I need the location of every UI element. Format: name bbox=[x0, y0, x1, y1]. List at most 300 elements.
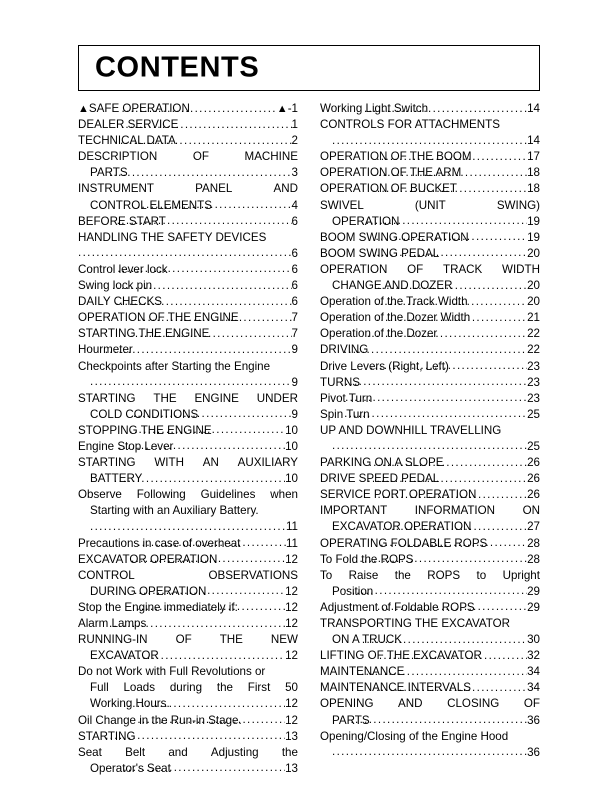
toc-entry-text bbox=[90, 407, 199, 423]
toc-entry-text bbox=[320, 262, 540, 278]
leader-dots bbox=[332, 133, 527, 149]
toc-entry-word: IMPORTANT bbox=[320, 504, 388, 518]
toc-entry-word: UP AND DOWNHILL TRAVELLING bbox=[320, 423, 502, 437]
toc-entry-text bbox=[320, 664, 405, 680]
toc-entry[interactable] bbox=[320, 680, 540, 696]
toc-entry-line bbox=[78, 745, 298, 761]
toc-entry-word: Adjusting bbox=[210, 745, 259, 759]
toc-page-number[interactable]: 10 bbox=[285, 439, 298, 453]
toc-entry[interactable] bbox=[78, 729, 298, 745]
toc-entry-line bbox=[78, 117, 298, 133]
toc-entry-text bbox=[78, 326, 210, 342]
toc-entry-word: OF bbox=[407, 262, 424, 276]
toc-page-number[interactable]: 1 bbox=[291, 118, 298, 132]
toc-entry-word: Working Hours. bbox=[90, 697, 170, 711]
toc-entry-line bbox=[78, 761, 298, 777]
toc-page-number[interactable]: 17 bbox=[527, 150, 540, 164]
toc-page-number[interactable]: 9 bbox=[291, 343, 298, 357]
toc-entry[interactable] bbox=[320, 359, 540, 375]
toc-entry-word: Loads bbox=[123, 681, 156, 695]
toc-entry-word: (UNIT bbox=[414, 198, 446, 212]
toc-entry-word: COLD CONDITIONS bbox=[90, 407, 199, 421]
toc-entry[interactable] bbox=[78, 536, 298, 552]
toc-entry[interactable] bbox=[320, 729, 540, 761]
toc-entry-word: Operator's Seat bbox=[90, 761, 171, 775]
toc-page-number[interactable]: 25 bbox=[527, 439, 540, 453]
toc-page-number[interactable]: 26 bbox=[527, 472, 540, 486]
toc-page-number[interactable]: 34 bbox=[527, 665, 540, 679]
toc-entry[interactable] bbox=[78, 391, 298, 423]
toc-entry-line bbox=[320, 648, 540, 664]
leader-dots bbox=[364, 246, 527, 262]
toc-entry[interactable] bbox=[320, 149, 540, 165]
toc-entry-text bbox=[332, 584, 374, 600]
toc-entry-text bbox=[78, 713, 242, 729]
toc-entry-text bbox=[320, 294, 468, 310]
toc-entry-line bbox=[78, 342, 298, 358]
toc-entry-line bbox=[78, 680, 298, 696]
toc-entry-text bbox=[320, 149, 472, 165]
toc-page-number[interactable]: 32 bbox=[527, 649, 540, 663]
toc-entry-line bbox=[78, 246, 298, 262]
toc-entry-word: PARTS bbox=[332, 713, 370, 727]
toc-page-number[interactable]: 34 bbox=[527, 681, 540, 695]
toc-entry-text bbox=[320, 487, 477, 503]
toc-entry[interactable] bbox=[78, 149, 298, 181]
toc-entry[interactable] bbox=[78, 262, 298, 278]
leader-dots bbox=[115, 439, 285, 455]
leader-dots bbox=[366, 455, 528, 471]
toc-page-number[interactable]: 22 bbox=[527, 343, 540, 357]
toc-page-number[interactable]: 7 bbox=[291, 311, 298, 325]
toc-page-number[interactable]: 4 bbox=[291, 198, 298, 212]
leader-dots bbox=[118, 101, 276, 117]
toc-page-number[interactable]: 13 bbox=[285, 761, 298, 775]
toc-entry-line bbox=[78, 584, 298, 600]
toc-entry-text bbox=[78, 729, 136, 745]
toc-entry-word: Do not Work with Full Revolutions or bbox=[78, 665, 266, 679]
toc-entry[interactable] bbox=[78, 568, 298, 600]
toc-entry-line bbox=[78, 391, 298, 407]
leader-dots bbox=[134, 536, 286, 552]
toc-entry[interactable] bbox=[320, 230, 540, 246]
toc-page-number[interactable]: 29 bbox=[527, 600, 540, 614]
toc-entry-text bbox=[90, 696, 170, 712]
toc-entry[interactable] bbox=[320, 262, 540, 294]
toc-entry[interactable] bbox=[78, 439, 298, 455]
toc-page-number[interactable]: 18 bbox=[527, 182, 540, 196]
toc-entry-word: Pivot Turn bbox=[320, 391, 373, 405]
toc-entry[interactable] bbox=[320, 375, 540, 391]
toc-entry-word: Hourmeter bbox=[78, 343, 133, 357]
toc-page-number[interactable]: 19 bbox=[527, 230, 540, 244]
toc-entry-text bbox=[78, 745, 298, 761]
toc-entry-word: OPERATION OF BUCKET bbox=[320, 182, 457, 196]
toc-entry[interactable] bbox=[320, 165, 540, 181]
leader-dots bbox=[112, 294, 291, 310]
toc-entry-text bbox=[78, 101, 190, 117]
toc-entry-text bbox=[78, 181, 298, 197]
toc-entry-line bbox=[320, 133, 540, 149]
leader-dots bbox=[332, 439, 527, 455]
toc-page-number[interactable]: 12 bbox=[285, 713, 298, 727]
toc-entry-text bbox=[332, 632, 403, 648]
toc-entry-word: OPERATING FOLDABLE ROPS bbox=[320, 536, 488, 550]
toc-entry-line bbox=[78, 230, 298, 246]
toc-entry[interactable] bbox=[78, 616, 298, 632]
toc-entry[interactable] bbox=[320, 117, 540, 149]
toc-entry-word: Starting with an Auxiliary Battery. bbox=[90, 504, 259, 518]
toc-entry-line bbox=[320, 713, 540, 729]
toc-entry-word: CHANGE AND DOZER bbox=[332, 279, 453, 293]
toc-entry-text bbox=[78, 359, 270, 375]
toc-entry[interactable] bbox=[78, 214, 298, 230]
toc-entry-word: to bbox=[476, 568, 487, 582]
toc-entry-text bbox=[78, 342, 133, 358]
toc-entry-text bbox=[78, 487, 298, 503]
toc-entry[interactable] bbox=[320, 407, 540, 423]
toc-entry[interactable] bbox=[78, 230, 298, 262]
toc-page-number[interactable]: 21 bbox=[527, 311, 540, 325]
toc-page-number[interactable]: 12 bbox=[285, 584, 298, 598]
toc-entry[interactable] bbox=[320, 342, 540, 358]
toc-page-number[interactable]: 20 bbox=[527, 246, 540, 260]
toc-entry[interactable] bbox=[320, 101, 540, 117]
toc-entry-word: RUNNING-IN bbox=[78, 633, 148, 647]
toc-page-number[interactable]: 14 bbox=[527, 134, 540, 148]
toc-page-number[interactable]: 29 bbox=[527, 584, 540, 598]
toc-entry-word: BOOM SWING PEDAL bbox=[320, 246, 440, 260]
toc-entry-word: WIDTH bbox=[502, 262, 540, 276]
toc-page-number[interactable]: 26 bbox=[527, 488, 540, 502]
toc-entry-word: during bbox=[169, 681, 203, 695]
toc-entry-word: ROPS bbox=[427, 568, 461, 582]
toc-entry-line bbox=[320, 407, 540, 423]
toc-page-number[interactable]: 28 bbox=[527, 536, 540, 550]
toc-entry[interactable] bbox=[320, 648, 540, 664]
leader-dots bbox=[133, 600, 285, 616]
toc-page-number[interactable]: ▲-1 bbox=[276, 102, 298, 115]
toc-entry-word: Spin Turn bbox=[320, 407, 370, 421]
toc-entry-word: ON bbox=[522, 504, 540, 518]
toc-entry-word: Swing lock pin bbox=[78, 279, 153, 293]
toc-entry[interactable] bbox=[320, 471, 540, 487]
toc-page-number[interactable]: 25 bbox=[527, 407, 540, 421]
toc-entry[interactable] bbox=[320, 310, 540, 326]
leader-dots bbox=[131, 584, 285, 600]
toc-entry-word: Observe bbox=[78, 488, 122, 502]
toc-page-number[interactable]: 18 bbox=[527, 166, 540, 180]
toc-page-number[interactable]: 12 bbox=[285, 697, 298, 711]
toc-entry-text bbox=[78, 117, 179, 133]
toc-page-number[interactable]: 28 bbox=[527, 552, 540, 566]
toc-entry-word: HANDLING THE SAFETY DEVICES bbox=[78, 230, 267, 244]
toc-page-number[interactable]: 36 bbox=[527, 713, 540, 727]
toc-page-number[interactable]: 20 bbox=[527, 295, 540, 309]
toc-page-number[interactable]: 22 bbox=[527, 327, 540, 341]
toc-entry-line bbox=[320, 536, 540, 552]
toc-entry-line bbox=[320, 326, 540, 342]
leader-dots bbox=[361, 101, 527, 117]
toc-entry-text bbox=[332, 713, 370, 729]
toc-entry[interactable] bbox=[320, 423, 540, 455]
toc-entry-line bbox=[320, 600, 540, 616]
toc-page-number[interactable]: 14 bbox=[527, 102, 540, 115]
toc-entry-text bbox=[90, 761, 171, 777]
toc-entry[interactable] bbox=[320, 198, 540, 230]
toc-entry-word: DURING OPERATION bbox=[90, 584, 207, 598]
toc-entry-text bbox=[320, 230, 469, 246]
toc-entry-text bbox=[320, 117, 500, 133]
toc-page-number[interactable]: 27 bbox=[527, 520, 540, 534]
toc-entry-line bbox=[78, 552, 298, 568]
toc-entry-line bbox=[320, 214, 540, 230]
toc-entry-word: the bbox=[394, 568, 411, 582]
toc-page-number[interactable]: 30 bbox=[527, 633, 540, 647]
toc-entry[interactable] bbox=[78, 294, 298, 310]
toc-page-number[interactable]: 9 bbox=[291, 407, 298, 421]
toc-page-number[interactable]: 12 bbox=[285, 600, 298, 614]
toc-entry-text bbox=[78, 149, 298, 165]
toc-entry[interactable] bbox=[320, 600, 540, 616]
leader-dots bbox=[102, 342, 292, 358]
toc-entry-text bbox=[78, 423, 212, 439]
toc-entry[interactable] bbox=[78, 181, 298, 213]
toc-entry-text bbox=[78, 536, 241, 552]
leader-dots bbox=[106, 616, 285, 632]
toc-entry[interactable] bbox=[320, 181, 540, 197]
toc-entry-line bbox=[320, 149, 540, 165]
toc-entry-word: Operation of the Dozer Width bbox=[320, 311, 471, 325]
toc-entry-word: Control lever lock bbox=[78, 262, 168, 276]
toc-column-left bbox=[78, 101, 298, 777]
toc-entry-word: WITH bbox=[154, 456, 184, 470]
toc-entry-text bbox=[320, 198, 540, 214]
toc-entry-word: SWING) bbox=[496, 198, 540, 212]
toc-entry-text bbox=[320, 375, 360, 391]
toc-page-number[interactable]: 6 bbox=[291, 262, 298, 276]
leader-dots bbox=[373, 149, 527, 165]
toc-entry-line bbox=[78, 616, 298, 632]
toc-entry-word: STARTING THE ENGINE bbox=[78, 327, 210, 341]
toc-entry-word: To Fold the ROPS bbox=[320, 552, 414, 566]
toc-entry-text bbox=[90, 648, 159, 664]
leader-dots bbox=[359, 632, 527, 648]
toc-page-number[interactable]: 19 bbox=[527, 214, 540, 228]
toc-entry-text bbox=[78, 616, 147, 632]
toc-entry[interactable] bbox=[320, 664, 540, 680]
toc-entry-text bbox=[78, 262, 168, 278]
toc-entry[interactable] bbox=[78, 117, 298, 133]
toc-entry-text bbox=[320, 648, 482, 664]
toc-entry-line bbox=[78, 198, 298, 214]
leader-dots bbox=[90, 375, 292, 391]
toc-entry-word: OF bbox=[175, 633, 192, 647]
toc-entry[interactable] bbox=[78, 342, 298, 358]
toc-page-number[interactable]: 11 bbox=[285, 536, 298, 550]
toc-page-number[interactable]: 23 bbox=[527, 359, 540, 373]
leader-dots bbox=[120, 761, 285, 777]
toc-entry-line bbox=[320, 246, 540, 262]
toc-entry-word: THE bbox=[219, 633, 243, 647]
toc-entry-line bbox=[78, 326, 298, 342]
toc-entry-text bbox=[90, 471, 143, 487]
toc-page-number[interactable]: 6 bbox=[291, 214, 298, 228]
toc-entry-text bbox=[332, 214, 400, 230]
toc-entry-line bbox=[320, 294, 540, 310]
toc-entry-line bbox=[320, 198, 540, 214]
toc-entry-word: Opening/Closing of the Engine Hood bbox=[320, 729, 509, 743]
toc-page-number[interactable]: 6 bbox=[291, 246, 298, 260]
toc-entry-text bbox=[332, 278, 453, 294]
leader-dots bbox=[364, 471, 527, 487]
toc-page-number[interactable]: 12 bbox=[285, 649, 298, 663]
leader-dots bbox=[374, 278, 527, 294]
toc-entry[interactable] bbox=[78, 310, 298, 326]
leader-dots bbox=[358, 214, 527, 230]
toc-entry[interactable] bbox=[320, 391, 540, 407]
toc-page-number[interactable]: 36 bbox=[527, 745, 540, 759]
toc-entry-text bbox=[78, 391, 298, 407]
toc-entry-word: Operation of the Dozer bbox=[320, 327, 438, 341]
toc-entry[interactable] bbox=[78, 632, 298, 664]
toc-entry[interactable] bbox=[320, 487, 540, 503]
leader-dots bbox=[128, 552, 285, 568]
toc-entry-word: DRIVING bbox=[320, 343, 369, 357]
toc-entry-word: STARTING bbox=[78, 729, 136, 743]
toc-entry-word: DAILY CHECKS bbox=[78, 295, 162, 309]
toc-entry-text bbox=[78, 600, 238, 616]
toc-entry-text bbox=[320, 471, 440, 487]
leader-dots bbox=[342, 391, 527, 407]
toc-entry-word: Belt bbox=[125, 745, 146, 759]
leader-dots bbox=[371, 165, 528, 181]
toc-entry-word: TRANSPORTING THE EXCAVATOR bbox=[320, 617, 511, 630]
toc-page-number[interactable]: 23 bbox=[527, 391, 540, 405]
toc-entry-word: TRACK bbox=[442, 262, 483, 276]
toc-entry-line bbox=[320, 616, 540, 632]
toc-entry[interactable] bbox=[320, 568, 540, 600]
toc-entry[interactable] bbox=[320, 246, 540, 262]
toc-entry-line bbox=[78, 713, 298, 729]
toc-entry-word: Working Light Switch bbox=[320, 102, 429, 115]
leader-dots bbox=[126, 423, 285, 439]
toc-entry-text bbox=[78, 278, 153, 294]
toc-page-number[interactable]: 7 bbox=[291, 327, 298, 341]
toc-entry-text bbox=[78, 214, 166, 230]
toc-entry[interactable] bbox=[78, 326, 298, 342]
toc-entry[interactable] bbox=[320, 552, 540, 568]
toc-entry[interactable] bbox=[320, 616, 540, 648]
toc-entry-text bbox=[78, 133, 176, 149]
leader-dots bbox=[376, 648, 527, 664]
toc-entry-line bbox=[320, 471, 540, 487]
leader-dots bbox=[130, 407, 292, 423]
toc-entry-word: OBSERVATIONS bbox=[208, 568, 298, 582]
toc-entry[interactable] bbox=[78, 359, 298, 391]
leader-dots bbox=[354, 664, 528, 680]
toc-entry-word: Engine Stop Lever bbox=[78, 439, 174, 453]
toc-entry-text bbox=[320, 680, 471, 696]
toc-entry-word: Alarm Lamps bbox=[78, 617, 147, 630]
toc-entry[interactable] bbox=[78, 745, 298, 777]
toc-page-number[interactable]: 6 bbox=[291, 295, 298, 309]
toc-page-number[interactable]: 20 bbox=[527, 279, 540, 293]
toc-entry-line bbox=[78, 359, 298, 375]
toc-page-number[interactable]: 26 bbox=[527, 456, 540, 470]
toc-page-number[interactable]: 12 bbox=[285, 617, 298, 630]
toc-entry-word: ▲SAFE OPERATION bbox=[78, 102, 190, 115]
toc-entry[interactable] bbox=[78, 133, 298, 149]
toc-entry[interactable] bbox=[78, 455, 298, 487]
toc-entry-text bbox=[78, 294, 162, 310]
toc-page-number[interactable]: 11 bbox=[285, 520, 298, 534]
leader-dots bbox=[373, 310, 527, 326]
toc-page-number[interactable]: 10 bbox=[285, 472, 298, 486]
toc-entry-line bbox=[320, 230, 540, 246]
toc-page-number[interactable]: 6 bbox=[291, 279, 298, 293]
toc-entry-word: STARTING bbox=[78, 456, 136, 470]
toc-entry-word: 50 bbox=[285, 681, 298, 695]
toc-page-number[interactable]: 3 bbox=[291, 166, 298, 180]
toc-entry-word: Upright bbox=[502, 568, 540, 582]
toc-entry[interactable] bbox=[78, 713, 298, 729]
toc-entry[interactable] bbox=[320, 294, 540, 310]
toc-page-number[interactable]: 12 bbox=[285, 552, 298, 566]
toc-entry[interactable] bbox=[320, 326, 540, 342]
contents-header-box bbox=[78, 45, 540, 91]
toc-entry-word: Operation of the Track Width bbox=[320, 295, 468, 309]
toc-entry-line bbox=[320, 664, 540, 680]
toc-entry[interactable] bbox=[78, 600, 298, 616]
toc-entry[interactable] bbox=[78, 664, 298, 712]
toc-entry-line bbox=[320, 552, 540, 568]
toc-entry-word: OPERATION OF THE ENGINE bbox=[78, 311, 239, 325]
toc-entry-line bbox=[78, 696, 298, 712]
toc-entry-word: Guidelines bbox=[200, 488, 256, 502]
toc-entry[interactable] bbox=[320, 536, 540, 552]
toc-entry[interactable] bbox=[78, 278, 298, 294]
toc-entry-line bbox=[78, 536, 298, 552]
toc-entry-word: Following bbox=[136, 488, 186, 502]
leader-dots bbox=[111, 471, 285, 487]
toc-entry[interactable] bbox=[78, 487, 298, 535]
toc-entry-word: BATTERY bbox=[90, 472, 143, 486]
toc-page-number[interactable]: 10 bbox=[285, 423, 298, 437]
toc-entry[interactable] bbox=[78, 423, 298, 439]
toc-page-number[interactable]: 2 bbox=[291, 134, 298, 148]
toc-entry-word: SERVICE PORT OPERATION bbox=[320, 488, 477, 502]
toc-page-number[interactable]: 13 bbox=[285, 729, 298, 743]
toc-page-number[interactable]: 9 bbox=[291, 375, 298, 389]
toc-entry-word: Precautions in case of overheat bbox=[78, 536, 241, 550]
toc-entry-word: To bbox=[320, 568, 333, 582]
toc-entry-line bbox=[320, 181, 540, 197]
toc-entry[interactable] bbox=[320, 455, 540, 471]
toc-columns bbox=[78, 101, 540, 777]
toc-entry-line bbox=[78, 503, 298, 519]
toc-entry[interactable] bbox=[78, 552, 298, 568]
toc-entry-word: CLOSING bbox=[447, 697, 500, 711]
toc-entry-word: MAINTENANCE bbox=[320, 665, 405, 679]
toc-page-number[interactable]: 23 bbox=[527, 375, 540, 389]
toc-entry[interactable] bbox=[78, 101, 298, 117]
leader-dots bbox=[367, 359, 527, 375]
toc-entry-word: TECHNICAL DATA bbox=[78, 134, 176, 148]
toc-entry[interactable] bbox=[320, 503, 540, 535]
toc-entry-word: EXCAVATOR OPERATION bbox=[78, 552, 218, 566]
toc-entry[interactable] bbox=[320, 696, 540, 728]
